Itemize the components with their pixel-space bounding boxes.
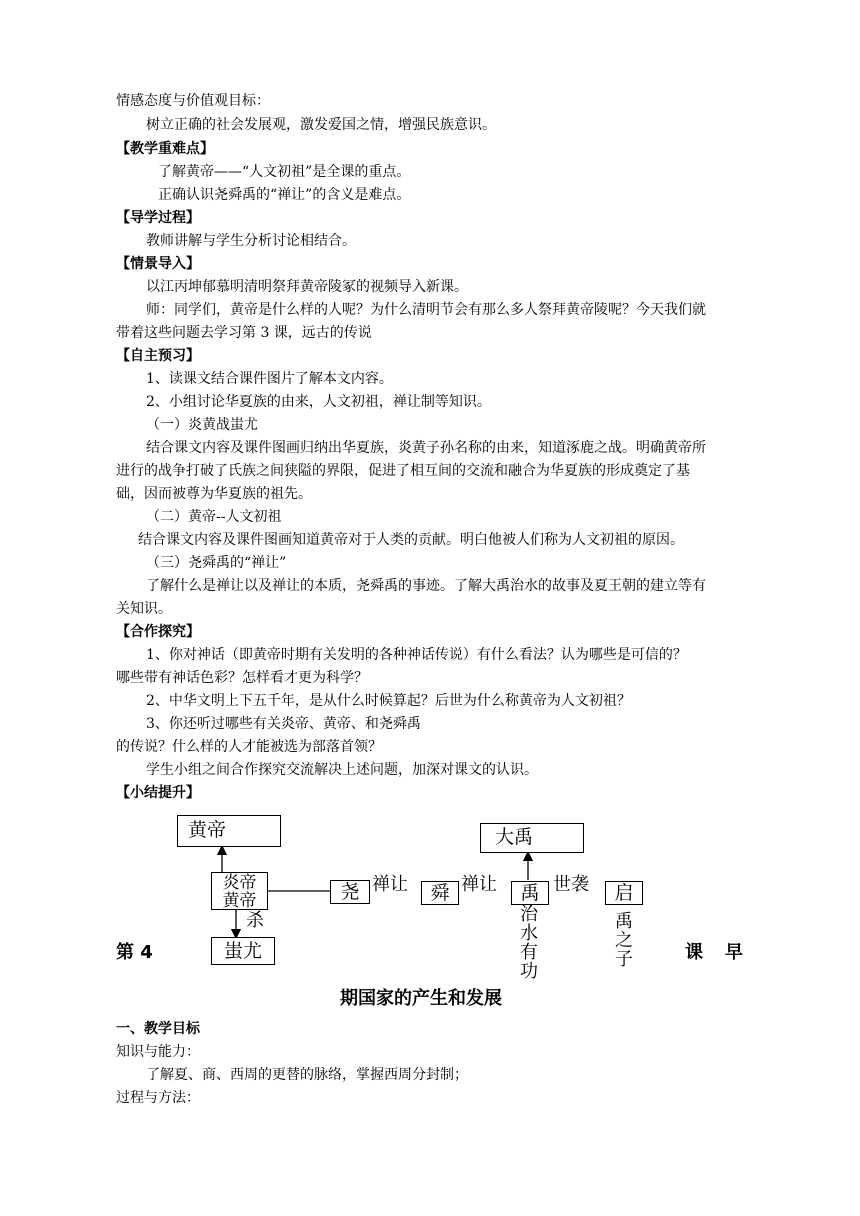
text-line: 进行的战争打破了氏族之间狭隘的界限，促进了相互间的交流和融合为华夏族的形成奠定了基 xyxy=(116,463,690,479)
label-chiyou: 蚩尤 xyxy=(223,940,262,962)
text-line: 以江丙坤郁慕明清明祭拜黄帝陵冢的视频导入新课。 xyxy=(146,279,468,295)
box-chiyou xyxy=(211,937,275,965)
text-line: 了解夏、商、西周的更替的脉络，掌握西周分封制； xyxy=(146,1067,468,1083)
text-line: 正确认识尧舜禹的“禅让”的含义是难点。 xyxy=(158,187,411,203)
label-yandi: 炎帝 xyxy=(222,873,257,893)
lesson-title-main: 期国家的产生和发展 xyxy=(340,988,502,1009)
lesson-title-number: 第 4 xyxy=(116,942,153,963)
section-heading-key-points: 【教学重难点】 xyxy=(116,141,214,157)
text-line: 础，因而被尊为华夏族的祖先。 xyxy=(116,486,312,502)
section-heading-preview: 【自主预习】 xyxy=(116,348,200,364)
label-yu: 禹 xyxy=(520,882,540,904)
label-zhishui-yougong: 治水有功 xyxy=(520,904,538,982)
text-line: 哪些带有神话色彩？怎样看才更为科学？ xyxy=(116,670,368,686)
text-line: 结合课文内容及课件图画知道黄帝对于人类的贡献。明白他被人们称为人文初祖的原因。 xyxy=(138,532,684,548)
text-line: 2、小组讨论华夏族的由来，人文初祖，禅让制等知识。 xyxy=(146,394,491,410)
text-line: 3、你还听过哪些有关炎帝、黄帝、和尧舜禹 xyxy=(146,716,421,732)
text-line: 关知识。 xyxy=(116,601,172,617)
label-chanrang-2: 禅让 xyxy=(461,874,497,895)
box-huangdi xyxy=(177,815,281,847)
box-yao xyxy=(330,880,370,904)
text-line: 学生小组之间合作探究交流解决上述问题，加深对课文的认识。 xyxy=(146,762,538,778)
lesson-title-zao: 早 xyxy=(725,942,743,963)
section-heading-summary: 【小结提升】 xyxy=(116,785,200,801)
section-heading-cooperation: 【合作探究】 xyxy=(116,624,200,640)
text-line-values-goal: 情感态度与价值观目标： xyxy=(116,93,270,109)
section-heading-objectives: 一、教学目标 xyxy=(116,1021,200,1037)
text-line: （二）黄帝--人文初祖 xyxy=(146,509,282,525)
section-heading-intro: 【情景导入】 xyxy=(116,256,200,272)
text-line: 树立正确的社会发展观，激发爱国之情，增强民族意识。 xyxy=(146,117,496,133)
box-dayu xyxy=(480,823,584,853)
text-line: 1、你对神话（即黄帝时期有关发明的各种神话传说）有什么看法？认为哪些是可信的？ xyxy=(146,647,687,663)
box-yu xyxy=(511,881,549,905)
text-line: （三）尧舜禹的“禅让” xyxy=(146,555,287,571)
label-huangdi-2: 黄帝 xyxy=(222,891,257,911)
text-line: 结合课文内容及课件图画归纳出华夏族，炎黄子孙名称的由来，知道涿鹿之战。明确黄帝所 xyxy=(146,440,706,456)
lesson-title-ke: 课 xyxy=(685,942,703,963)
text-line: 1、读课文结合课件图片了解本文内容。 xyxy=(146,371,393,387)
label-dayu: 大禹 xyxy=(495,826,534,848)
box-shun xyxy=(421,881,459,905)
text-line: 教师讲解与学生分析讨论相结合。 xyxy=(146,233,356,249)
text-line: （一）炎黄战蚩尤 xyxy=(146,417,258,433)
label-yu-zhi-zi: 禹之子 xyxy=(615,911,633,970)
label-chanrang-1: 禅让 xyxy=(372,874,408,895)
text-line: 过程与方法： xyxy=(116,1090,200,1106)
text-line: 了解什么是禅让以及禅让的本质，尧舜禹的事迹。了解大禹治水的故事及夏王朝的建立等有 xyxy=(146,578,706,594)
label-qi: 启 xyxy=(614,882,634,904)
label-shixi: 世袭 xyxy=(553,874,589,895)
box-yandi-huangdi xyxy=(211,872,268,910)
text-line: 2、中华文明上下五千年，是从什么时候算起？后世为什么称黄帝为人文初祖？ xyxy=(146,693,631,709)
label-huangdi: 黄帝 xyxy=(188,819,227,841)
box-qi xyxy=(605,881,643,905)
text-line: 知识与能力： xyxy=(116,1044,200,1060)
label-sha: 杀 xyxy=(246,910,264,931)
text-line: 带着这些问题去学习第 3 课，远古的传说 xyxy=(116,325,372,341)
section-heading-process: 【导学过程】 xyxy=(116,210,200,226)
text-line: 了解黄帝——“人文初祖”是全课的重点。 xyxy=(158,164,411,180)
text-line: 师：同学们，黄帝是什么样的人呢？为什么清明节会有那么多人祭拜黄帝陵呢？今天我们就 xyxy=(146,302,706,318)
label-shun: 舜 xyxy=(430,882,450,904)
label-yao: 尧 xyxy=(340,881,360,903)
text-line: 的传说？什么样的人才能被选为部落首领？ xyxy=(116,739,382,755)
